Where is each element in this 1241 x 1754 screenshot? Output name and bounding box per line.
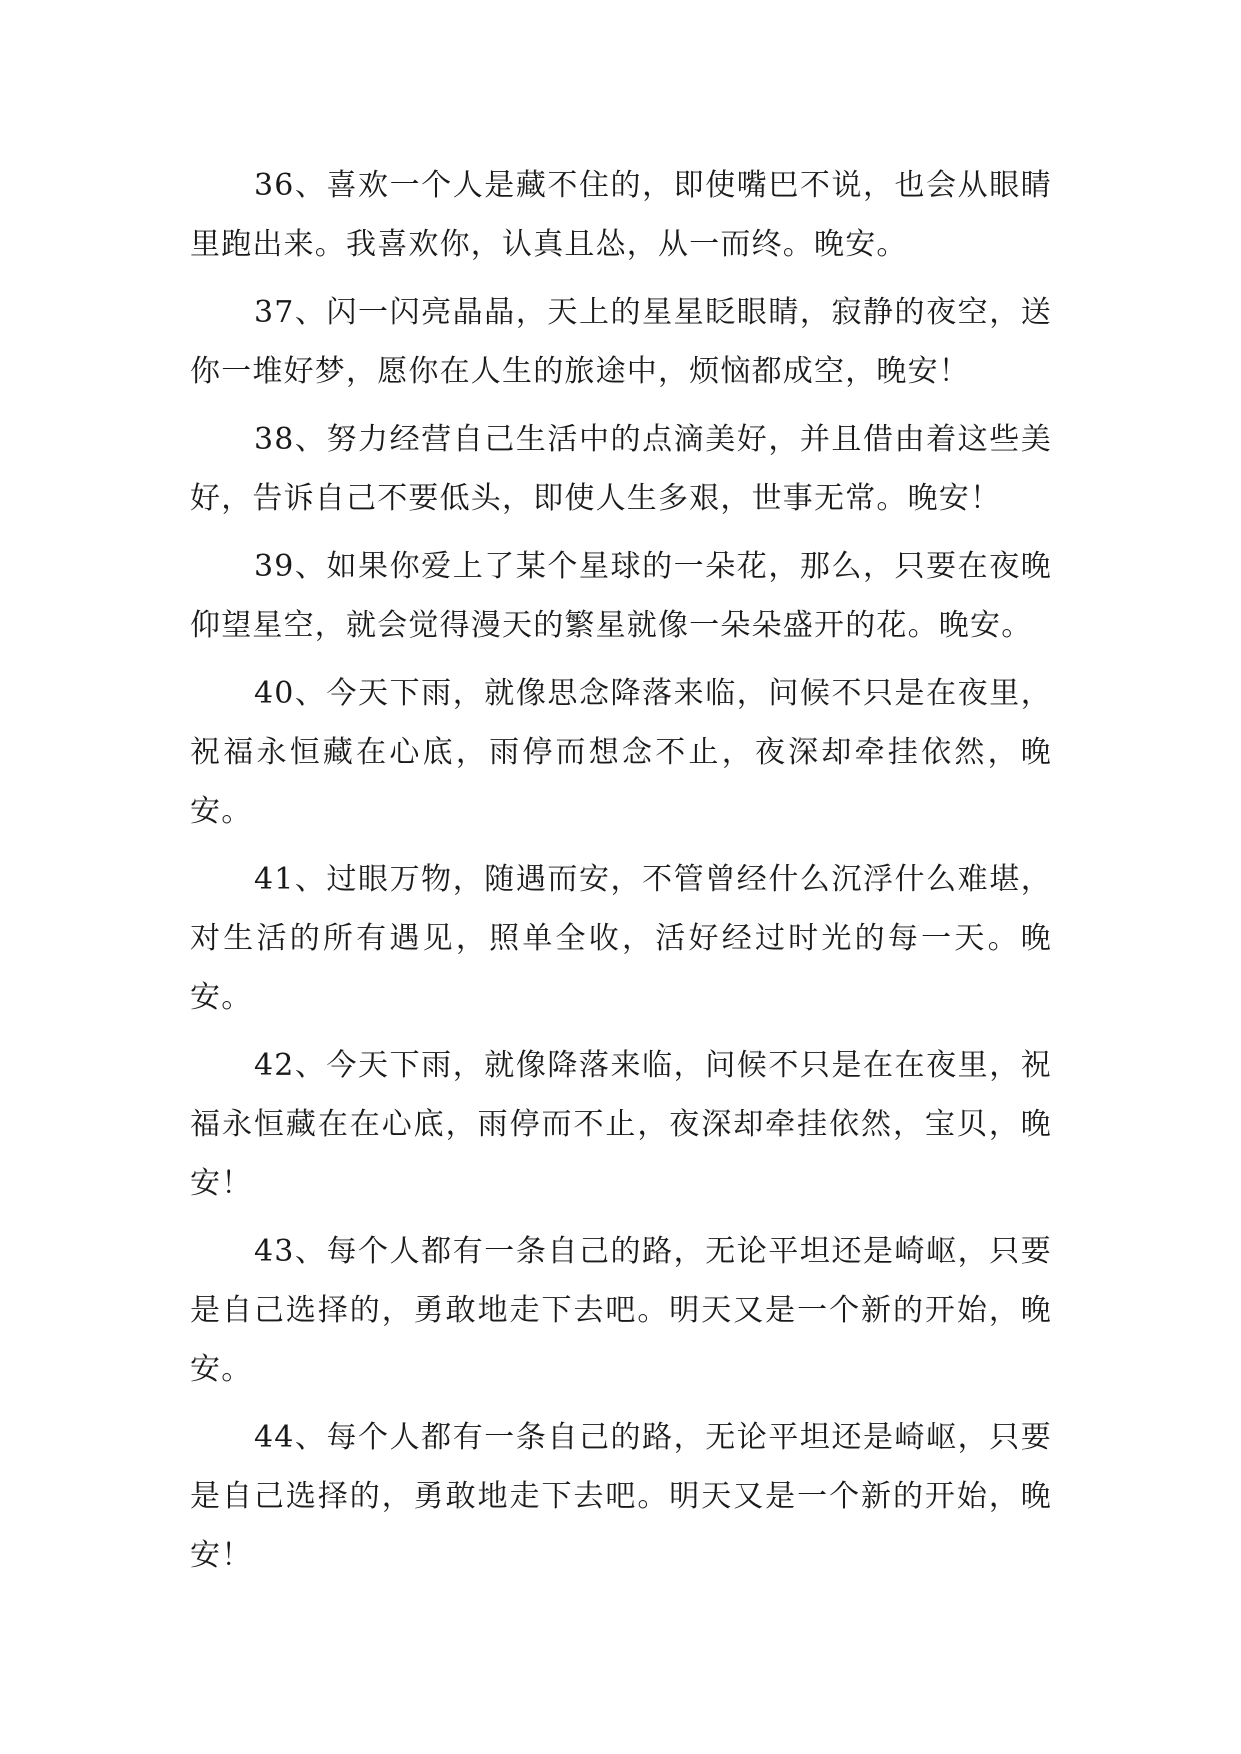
paragraph-43: 43、每个人都有一条自己的路，无论平坦还是崎岖，只要是自己选择的，勇敢地走下去吧。明天又是一个新的开始，晚安。 — [190, 1234, 1052, 1387]
document-body — [190, 156, 1052, 1594]
paragraph-44: 44、每个人都有一条自己的路，无论平坦还是崎岖，只要是自己选择的，勇敢地走下去吧。明天又是一个新的开始，晚安！ — [190, 1420, 1052, 1573]
paragraph-38: 38、努力经营自己生活中的点滴美好，并且借由着这些美好，告诉自己不要低头，即使人生多艰，世事无常。晚安！ — [190, 422, 1052, 516]
paragraph-42: 42、今天下雨，就像降落来临，问候不只是在在夜里，祝福永恒藏在在心底，雨停而不止，夜深却牵挂依然，宝贝，晚安！ — [190, 1048, 1052, 1201]
paragraph-39: 39、如果你爱上了某个星球的一朵花，那么，只要在夜晚仰望星空，就会觉得漫天的繁星就像一朵朵盛开的花。晚安。 — [190, 549, 1052, 643]
paragraph-41: 41、过眼万物，随遇而安，不管曾经什么沉浮什么难堪，对生活的所有遇见，照单全收，活好经过时光的每一天。晚安。 — [190, 862, 1052, 1015]
paragraph-40: 40、今天下雨，就像思念降落来临，问候不只是在夜里，祝福永恒藏在心底，雨停而想念不止，夜深却牵挂依然，晚安。 — [190, 676, 1052, 829]
paragraph-37: 37、闪一闪亮晶晶，天上的星星眨眼睛，寂静的夜空，送你一堆好梦，愿你在人生的旅途中，烦恼都成空，晚安！ — [190, 295, 1052, 389]
paragraph-36: 36、喜欢一个人是藏不住的，即使嘴巴不说，也会从眼睛里跑出来。我喜欢你，认真且怂，从一而终。晚安。 — [190, 168, 1052, 262]
